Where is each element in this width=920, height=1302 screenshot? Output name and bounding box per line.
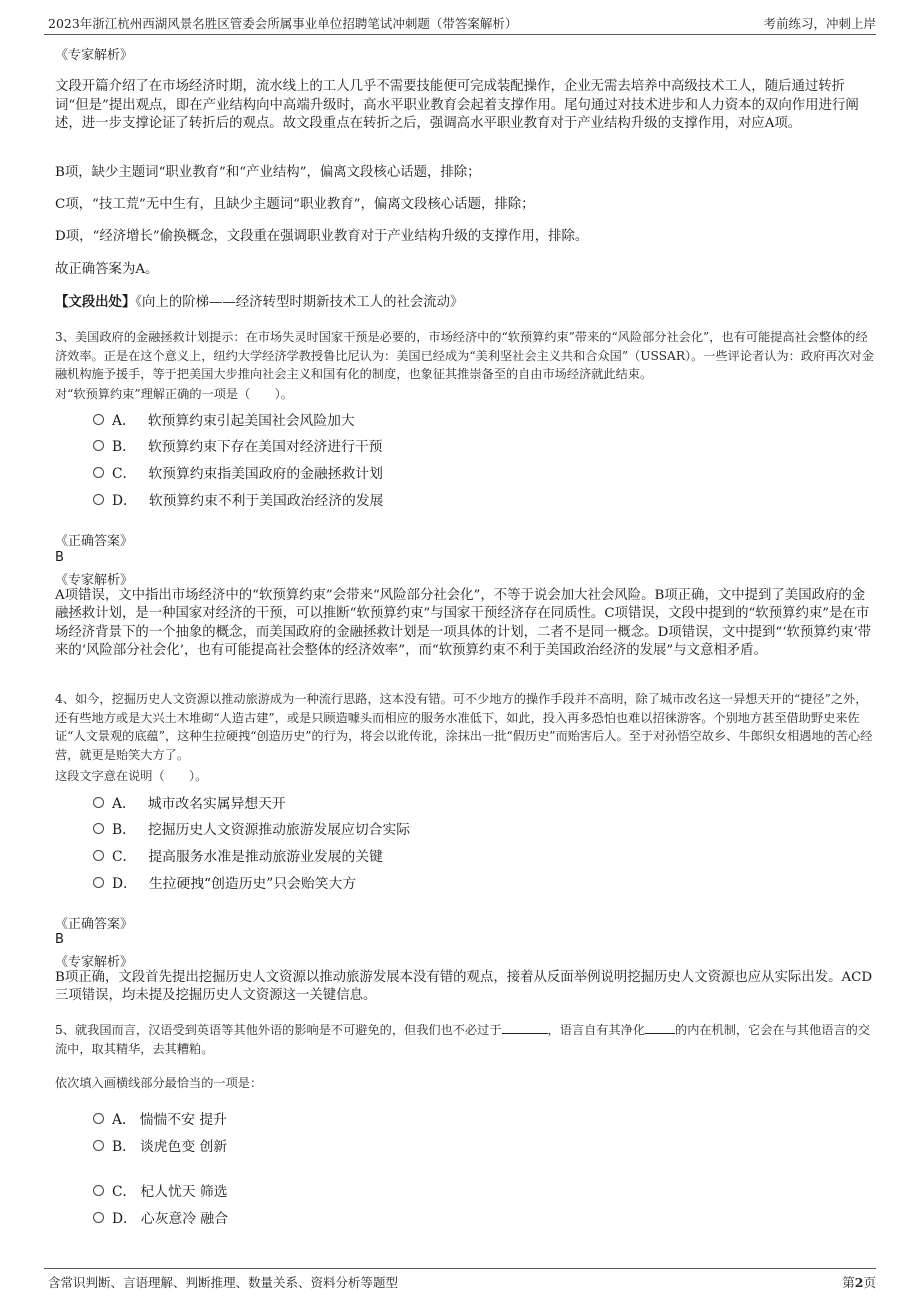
radio-circle-icon[interactable] bbox=[93, 1140, 104, 1151]
correct-answer-label: 《正确答案》 bbox=[55, 534, 134, 549]
correct-answer-value: B bbox=[55, 550, 64, 565]
footer-note: 含常识判断、言语理解、判断推理、数量关系、资料分析等题型 bbox=[48, 1275, 399, 1290]
question-5-prompt: 依次填入画横线部分最恰当的一项是： bbox=[55, 1076, 263, 1090]
question-4-stem: 4、如今，挖掘历史人文资源以推动旅游成为一种流行思路，这本没有错。可不少地方的操作手段并不高明，除了城市改名这一异想天开的“捷径”之外，还有些地方或是大兴土木堆砌“人造古建”，或是只顾造噱头而相应的服务水准低下，如此，投入再多恐怕也难以招徕游客。个别地方甚至借助野史来佐证“人文景观的底蕴”，这种生拉硬拽“创造历史”的行为，将会以讹传讹，涂抹出一批“假历史”而贻害后人。至于对孙悟空故乡、牛郎织女相遇地的苦心经营，就更是贻笑大方了。 bbox=[55, 692, 873, 762]
question-3-prompt: 对“软预算约束”理解正确的一项是（ ）。 bbox=[55, 387, 293, 401]
header-slogan: 考前练习，冲刺上岸 bbox=[763, 16, 876, 31]
q5-option-d[interactable]: D． 心灰意冷 融合 bbox=[93, 1207, 228, 1227]
analysis-option-c: C项，“技工荒”无中生有，且缺少主题词“职业教育”，偏离文段核心话题，排除； bbox=[55, 197, 535, 212]
q5-option-b[interactable]: B． 谈虎色变 创新 bbox=[93, 1135, 227, 1155]
analysis-option-b: B项，缺少主题词“职业教育”和“产业结构”，偏离文段核心话题，排除； bbox=[55, 165, 481, 180]
radio-circle-icon[interactable] bbox=[93, 494, 104, 505]
radio-circle-icon[interactable] bbox=[93, 1185, 104, 1196]
question-3-analysis: A项错误，文中指出市场经济中的“软预算约束”会带来“风险部分社会化”，不等于说会加大社会风险。B项正确，文中提到了美国政府的金融拯救计划，是一种国家对经济的干预，可以推断“软预算约束”与国家干预经济存在同质性。C项错误，文段中提到的“软预算约束”是在市场经济背景下的一个抽象的概念，而美国政府的金融拯救计划是一项具体的计划，二者不是同一概念。D项错误，文中提到“‘软预算约束’带来的‘风险部分社会化’，也有可能提高社会整体的经济效率”，而“软预算约束不利于美国政治经济的发展”与文意相矛盾。 bbox=[55, 588, 872, 658]
source-line bbox=[55, 293, 875, 313]
fill-blank-1 bbox=[502, 1021, 548, 1034]
q5-option-c[interactable]: C． 杞人忧天 筛选 bbox=[93, 1180, 228, 1200]
radio-circle-icon[interactable] bbox=[93, 823, 104, 834]
q4-option-a[interactable]: A． 城市改名实属异想天开 bbox=[93, 792, 286, 812]
document-title: 2023年浙江杭州西湖风景名胜区管委会所属事业单位招聘笔试冲刺题（带答案解析） bbox=[48, 16, 518, 31]
radio-circle-icon[interactable] bbox=[93, 1113, 104, 1124]
q4-option-c[interactable]: C． 提高服务水准是推动旅游业发展的关键 bbox=[93, 845, 383, 865]
radio-circle-icon[interactable] bbox=[93, 467, 104, 478]
q3-option-a[interactable]: A． 软预算约束引起美国社会风险加大 bbox=[93, 409, 355, 429]
q4-option-b[interactable]: B． 挖掘历史人文资源推动旅游发展应切合实际 bbox=[93, 818, 410, 838]
analysis-option-d: D项，“经济增长”偷换概念，文段重在强调职业教育对于产业结构升级的支撑作用，排除。 bbox=[55, 229, 589, 244]
correct-answer-value: B bbox=[55, 932, 64, 947]
question-4-analysis: B项正确，文段首先提出挖掘历史人文资源以推动旅游发展本没有错的观点，接着从反面举例说明挖掘历史人文资源也应从实际出发。ACD三项错误，均未提及挖掘历史人文资源这一关键信息。 bbox=[55, 970, 873, 1004]
source-tag: 【文段出处】 bbox=[55, 294, 136, 310]
header-divider bbox=[44, 34, 876, 35]
expert-analysis-label: 《专家解析》 bbox=[55, 955, 134, 970]
page-number: 第2页 bbox=[842, 1275, 876, 1290]
page-header bbox=[48, 12, 876, 34]
expert-analysis-label: 《专家解析》 bbox=[55, 48, 134, 63]
radio-circle-icon[interactable] bbox=[93, 440, 104, 451]
question-5-stem: 5、就我国而言，汉语受到英语等其他外语的影响是不可避免的，但我们也不必过于 ，语言自有其净化 的内在机制，它会在与其他语言的交流中，取其精华，去其糟粕。 bbox=[55, 1023, 871, 1056]
q5-option-a[interactable]: A． 惴惴不安 提升 bbox=[93, 1108, 227, 1128]
footer-divider bbox=[44, 1268, 876, 1269]
q4-option-d[interactable]: D． 生拉硬拽“创造历史”只会贻笑大方 bbox=[93, 872, 356, 892]
question-3-stem: 3、美国政府的金融拯救计划提示：在市场失灵时国家干预是必要的，市场经济中的“软预算约束”带来的“风险部分社会化”，也有可能提高社会整体的经济效率。正是在这个意义上，纽约大学经济学教授鲁比尼认为：美国已经成为“美利坚社会主义共和合众国”（USSAR）。一些评论者认为：政府再次对金融机构施予援手，等于把美国大步推向社会主义和国有化的制度，也象征其推崇备至的自由市场经济就此结束。 bbox=[55, 330, 874, 382]
q3-option-d[interactable]: D． 软预算约束不利于美国政治经济的发展 bbox=[93, 489, 383, 509]
q3-option-c[interactable]: C． 软预算约束指美国政府的金融拯救计划 bbox=[93, 462, 383, 482]
radio-circle-icon[interactable] bbox=[93, 797, 104, 808]
analysis-paragraph: 文段开篇介绍了在市场经济时期，流水线上的工人几乎不需要技能便可完成装配操作，企业无需去培养中高级技术工人，随后通过转折词“但是”提出观点，即在产业结构向中高端升级时，高水平职业教育会起着支撑作用。尾句通过对技术进步和人力资本的双向作用进行阐述，进一步支撑论证了转折后的观点。故文段重点在转折之后，强调高水平职业教育对于产业结构升级的支撑作用，对应A项。 bbox=[55, 79, 859, 131]
correct-answer-label: 《正确答案》 bbox=[55, 917, 134, 932]
radio-circle-icon[interactable] bbox=[93, 850, 104, 861]
question-4-prompt: 这段文字意在说明（ ）。 bbox=[55, 769, 208, 783]
page-footer bbox=[48, 1272, 876, 1292]
radio-circle-icon[interactable] bbox=[93, 1212, 104, 1223]
radio-circle-icon[interactable] bbox=[93, 877, 104, 888]
expert-analysis-label: 《专家解析》 bbox=[55, 573, 134, 588]
source-text: 《向上的阶梯——经济转型时期新技术工人的社会流动》 bbox=[135, 295, 464, 310]
radio-circle-icon[interactable] bbox=[93, 414, 104, 425]
analysis-conclusion: 故正确答案为A。 bbox=[55, 262, 159, 277]
q3-option-b[interactable]: B． 软预算约束下存在美国对经济进行干预 bbox=[93, 435, 382, 455]
fill-blank-2 bbox=[645, 1021, 675, 1034]
